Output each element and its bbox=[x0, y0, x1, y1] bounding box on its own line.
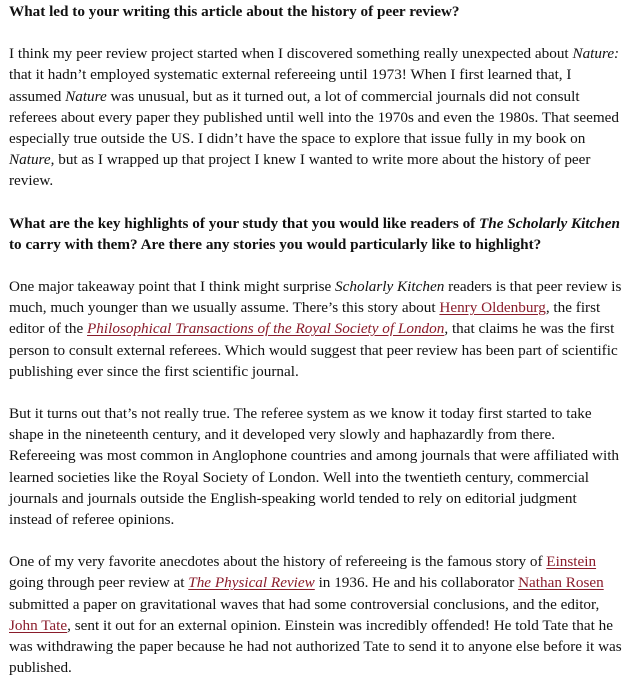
link-henry-oldenburg[interactable]: Henry Oldenburg bbox=[439, 299, 546, 317]
question-heading: What led to your writing this article about the history of peer review? bbox=[9, 3, 460, 20]
paragraph-gap bbox=[9, 530, 623, 551]
link-philosophical-transactions[interactable]: Philosophical Transactions of the Royal Society of London bbox=[87, 320, 445, 338]
link-einstein[interactable]: Einstein bbox=[546, 553, 597, 571]
paragraph-gap bbox=[9, 255, 623, 276]
paragraph-gap bbox=[9, 22, 623, 43]
journal-title-italic: Scholarly Kitchen bbox=[335, 278, 445, 296]
answer-paragraph: One major takeaway point that I think might surprise Scholarly Kitchen readers is that peer review is much, much younger than we usually assume. There’s this story about Henry Oldenburg, the first editor of the Philosophical Transactions of the Royal Society of London, that claims he was the first person to consult external referees. Which would suggest that peer review has been part of scientific publishing ever since the first scientific journal. bbox=[9, 278, 622, 380]
book-title-italic: Nature bbox=[9, 151, 51, 169]
answer-paragraph: But it turns out that’s not really true. The referee system as we know it today first started to take shape in the nineteenth century, and it developed very slowly and haphazardly from there. Refereeing was most common in Anglophone countries and among journals that were affiliated with learned societies like the Royal Society of London. Well into the twentieth century, commercial journals and journals outside the English-speaking world tended to rely on editorial judgment instead of referee opinions. bbox=[9, 405, 620, 529]
journal-title-italic: Nature bbox=[65, 87, 107, 105]
paragraph-gap bbox=[9, 192, 623, 213]
paragraph-gap bbox=[9, 382, 623, 403]
question-heading: What are the key highlights of your study that you would like readers of The Scholarly Kitchen to carry with them? Are there any stories you would particularly like to highlight? bbox=[9, 214, 620, 253]
answer-paragraph: I think my peer review project started when I discovered something really unexpected about Nature: that it hadn’t employed systematic external refereeing until 1973! When I first learned that, I assumed Nature was unusual, but as it turned out, a lot of commercial journals did not consult referees about every paper they published until well into the 1970s and even the 1980s. That seemed especially true outside the US. I didn’t have the space to explore that issue fully in my book on Nature, but as I wrapped up that project I knew I wanted to write more about the history of peer review. bbox=[9, 45, 620, 190]
link-nathan-rosen[interactable]: Nathan Rosen bbox=[518, 574, 604, 592]
link-physical-review[interactable]: The Physical Review bbox=[188, 574, 315, 592]
journal-title-italic: The Scholarly Kitchen bbox=[479, 214, 620, 232]
journal-title-italic: Nature: bbox=[572, 45, 620, 63]
link-john-tate[interactable]: John Tate bbox=[9, 616, 68, 634]
answer-paragraph: One of my very favorite anecdotes about the history of refereeing is the famous story of Einstein going through peer review at The Physical Review in 1936. He and his collaborator Nathan Rosen submitted a paper on gravitational waves that had some controversial conclusions, and the editor, John Tate, sent it out for an external opinion. Einstein was incredibly offended! He told Tate that he was withdrawing the paper because he had not authorized Tate to send it to anyone else before it was published. bbox=[9, 553, 622, 677]
